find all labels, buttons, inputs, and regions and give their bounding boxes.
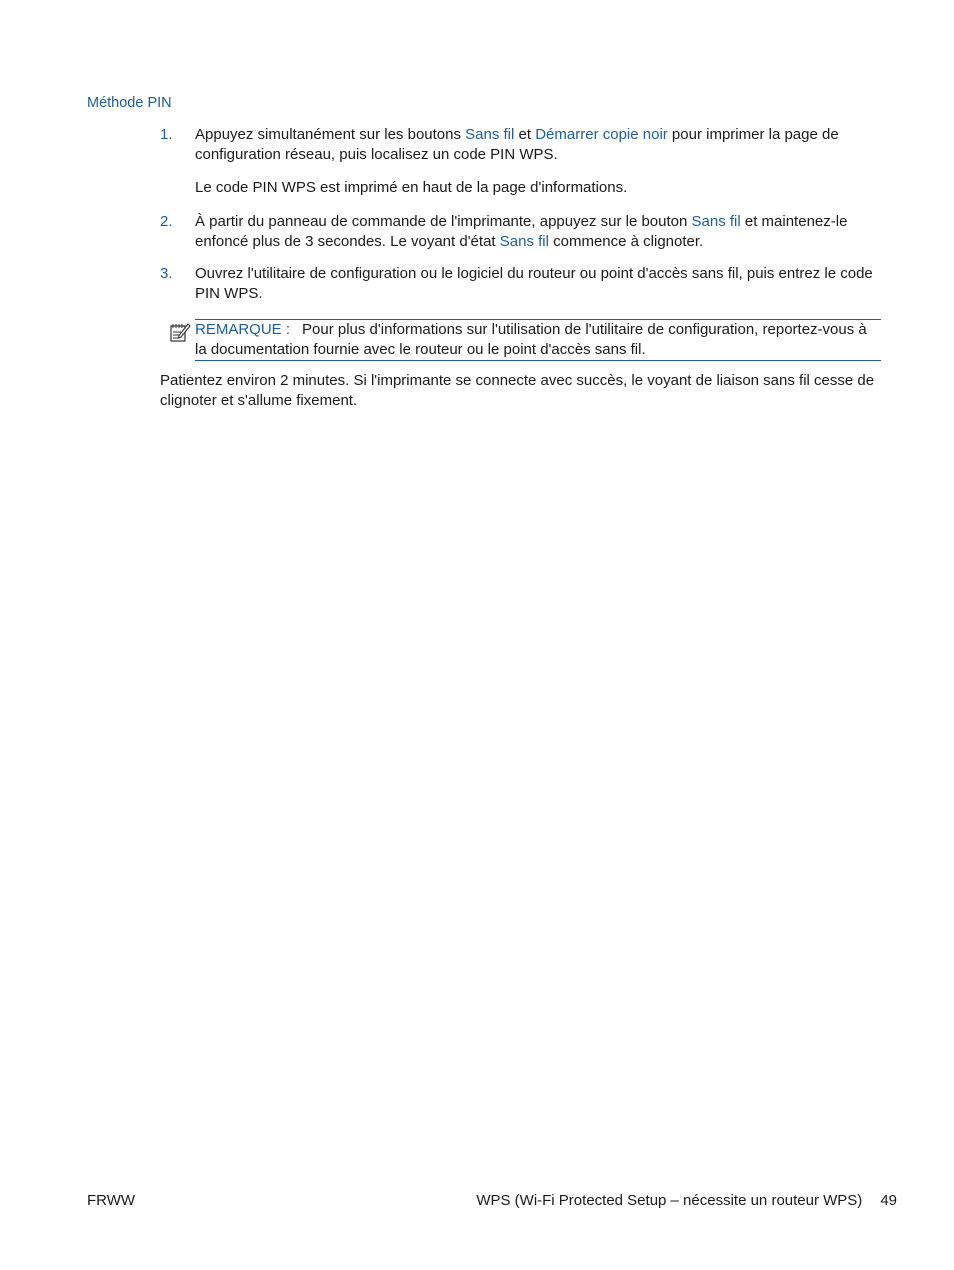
step-text: À partir du panneau de commande de l'imprimante, appuyez sur le bouton Sans fil et maintenez-le enfoncé plus de 3 secondes. Le voyant d'état Sans fil commence à clignoter. [195,213,848,250]
step-number: 3. [160,265,173,282]
step-1-detail: Le code PIN WPS est imprimé en haut de la page d'informations. [195,179,628,196]
step-2 [160,212,882,251]
page-number: 49 [880,1192,897,1209]
closing-paragraph: Patientez environ 2 minutes. Si l'imprimante se connecte avec succès, le voyant de liaison sans fil cesse de clignoter et s'allume fixement. [160,372,875,409]
footer-left: FRWW [87,1192,136,1209]
demarrer-copie-noir-button-ref: Démarrer copie noir [535,126,668,143]
step-number: 2. [160,213,173,230]
section-heading: Méthode PIN [87,95,172,111]
footer-title: WPS (Wi-Fi Protected Setup – nécessite un routeur WPS) [476,1192,863,1209]
note-box [195,319,881,361]
note-text: Pour plus d'informations sur l'utilisation de l'utilitaire de configuration, reportez-vous à la documentation fournie avec le routeur ou le point d'accès sans fil. [195,321,867,358]
sans-fil-button-ref: Sans fil [691,213,741,230]
note-pad-icon [169,321,191,343]
step-1 [160,125,882,164]
note-label: REMARQUE : [195,321,291,338]
footer-right [476,1191,897,1211]
step-text: Ouvrez l'utilitaire de configuration ou le logiciel du routeur ou point d'accès sans fil, puis entrez le code PIN WPS. [195,265,873,302]
step-number: 1. [160,126,173,143]
sans-fil-button-ref: Sans fil [465,126,515,143]
step-text: Appuyez simultanément sur les boutons Sans fil et Démarrer copie noir pour imprimer la page de configuration réseau, puis localisez un code PIN WPS. [195,126,839,163]
step-3 [160,264,882,303]
sans-fil-light-ref: Sans fil [499,232,549,250]
